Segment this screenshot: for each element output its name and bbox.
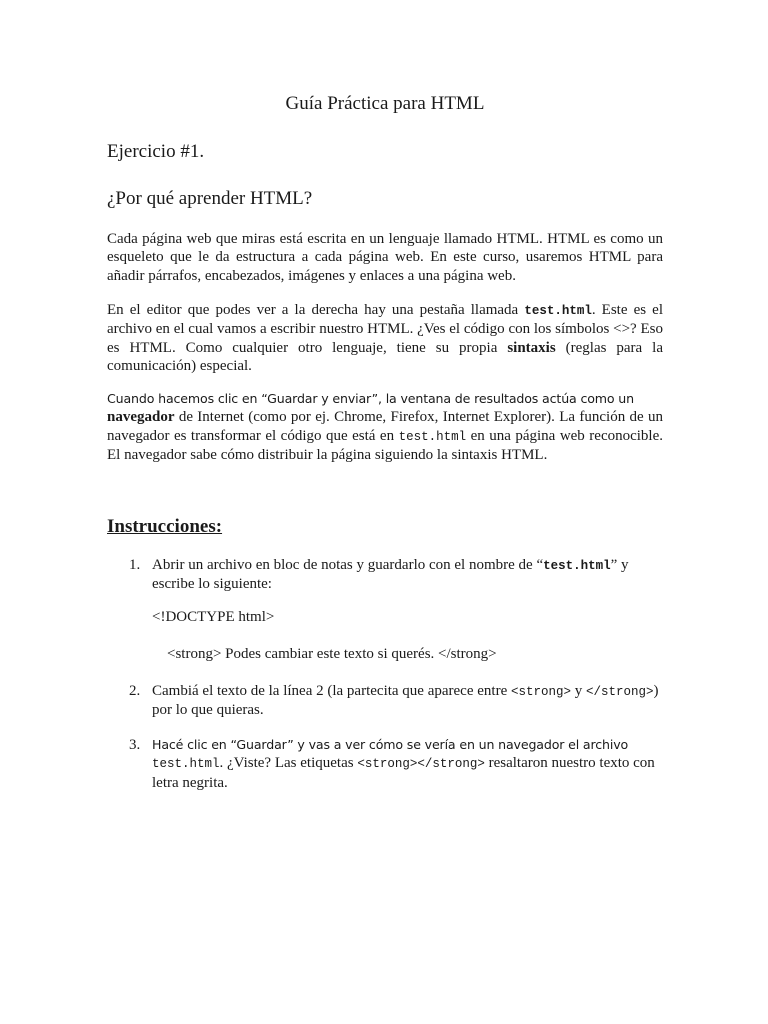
document-title: Guía Práctica para HTML xyxy=(285,93,485,114)
paragraph-text: . ¿Viste? Las etiquetas xyxy=(219,755,358,772)
bold-term: navegador xyxy=(107,409,175,426)
inline-code: <strong> xyxy=(510,685,571,699)
inline-code: <strong></strong> xyxy=(357,757,485,772)
paragraph-text: y xyxy=(571,683,586,699)
paragraph-text: resaltaron nuestro texto con letra negrita. xyxy=(152,755,655,791)
list-item-text xyxy=(152,682,662,720)
paragraph-text: . Este es el archivo en el cual vamos a escribir nuestro HTML. ¿Ves el código con los símbolos <>? Eso es HTML. Como cualquier otro lenguaje, tiene su propia xyxy=(107,302,663,356)
list-number: 3. xyxy=(129,737,141,753)
bold-term: sintaxis xyxy=(507,339,556,356)
paragraph-text: ) por lo que quieras. xyxy=(152,683,659,719)
paragraph-browser xyxy=(107,390,663,464)
list-item-text xyxy=(152,556,662,594)
paragraph-text: Cuando hacemos clic en “Guardar y enviar”, la ventana de resultados actúa como un xyxy=(107,391,634,406)
code-line-doctype: <!DOCTYPE html> xyxy=(152,609,275,625)
list-number: 1. xyxy=(129,557,141,573)
list-number: 2. xyxy=(129,683,141,699)
code-line-strong: <strong> Podes cambiar este texto si querés. </strong> xyxy=(167,646,497,662)
inline-code: test.html xyxy=(152,757,220,772)
paragraph-text: de Internet (como por ej. Chrome, Firefox, Internet Explorer). La función de un navegador es transformar el código que está en xyxy=(107,409,663,444)
paragraph-intro: Cada página web que miras está escrita en un lenguaje llamado HTML. HTML es como un esqueleto que le da estructura a cada página web. En este curso, usaremos HTML para añadir párrafos, encabezados, imágenes y enlaces a una página web. xyxy=(107,231,663,284)
inline-code: </strong> xyxy=(586,685,654,699)
instructions-heading: Instrucciones: xyxy=(107,516,223,537)
question-heading: ¿Por qué aprender HTML? xyxy=(107,188,313,209)
paragraph-editor xyxy=(107,301,663,375)
inline-code: test.html xyxy=(543,559,611,573)
list-item-text xyxy=(152,736,662,792)
inline-code: test.html xyxy=(524,304,592,318)
paragraph-text: Hacé clic en “Guardar” y vas a ver cómo se vería en un navegador el archivo xyxy=(152,737,629,752)
paragraph-text: Cambiá el texto de la línea 2 (la partecita que aparece entre xyxy=(152,683,511,699)
paragraph-text: Abrir un archivo en bloc de notas y guardarlo con el nombre de “ xyxy=(152,557,544,573)
paragraph-text: en una página web reconocible. El navegador sabe cómo distribuir la página siguiendo la sintaxis HTML. xyxy=(107,427,664,463)
paragraph-text: (reglas para la comunicación) especial. xyxy=(107,339,663,374)
paragraph-text: ” y escribe lo siguiente: xyxy=(152,557,629,593)
inline-code: test.html xyxy=(398,429,467,444)
paragraph-text: En el editor que podes ver a la derecha hay una pestaña llamada xyxy=(107,302,525,318)
exercise-heading: Ejercicio #1. xyxy=(107,141,205,162)
